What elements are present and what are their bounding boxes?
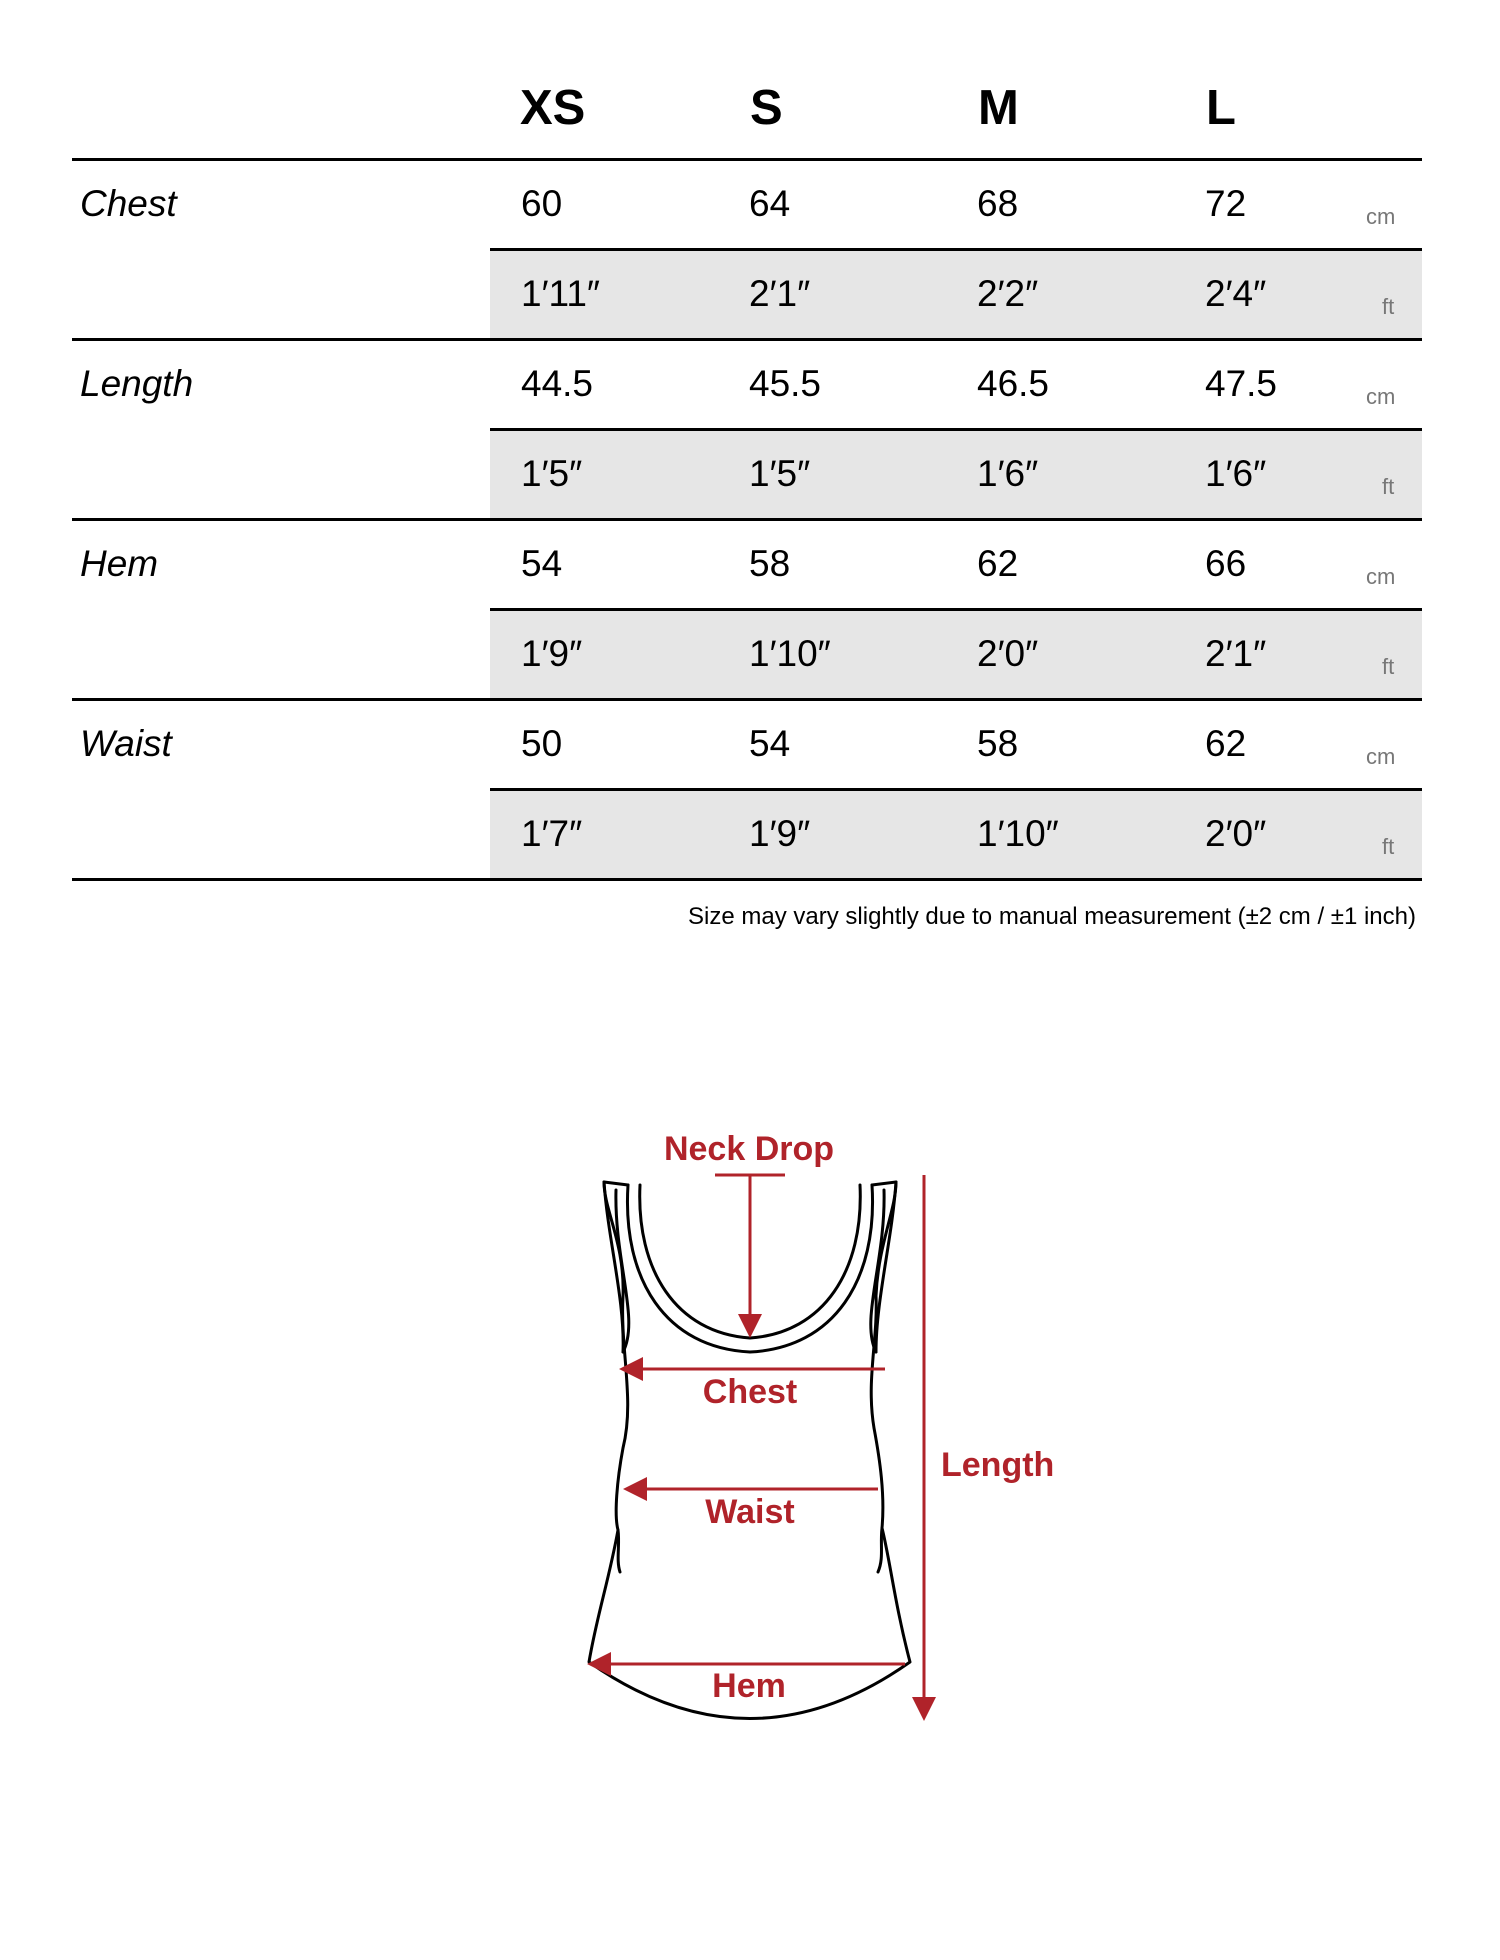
row-label-waist: Waist <box>80 723 172 764</box>
cell-chest-m-ft: 2′2″ <box>977 273 1039 314</box>
unit-ft: ft <box>1382 474 1395 499</box>
cell-chest-xs-ft: 1′11″ <box>521 273 601 314</box>
cell-hem-m-cm: 62 <box>977 543 1019 584</box>
cell-chest-s-cm: 64 <box>749 183 791 224</box>
cell-waist-xs-ft: 1′7″ <box>521 813 583 854</box>
size-header-m: M <box>978 81 1019 135</box>
length-label: Length <box>941 1446 1055 1484</box>
cell-waist-l-ft: 2′0″ <box>1205 813 1267 854</box>
unit-cm: cm <box>1366 744 1396 769</box>
cell-hem-l-cm: 66 <box>1205 543 1247 584</box>
cell-waist-l-cm: 62 <box>1205 723 1247 764</box>
size-header-l: L <box>1206 81 1236 135</box>
cell-waist-s-ft: 1′9″ <box>749 813 811 854</box>
waist-label: Waist <box>705 1493 795 1531</box>
cell-waist-m-cm: 58 <box>977 723 1019 764</box>
unit-cm: cm <box>1366 204 1396 229</box>
cell-length-m-cm: 46.5 <box>977 363 1050 404</box>
cell-hem-s-cm: 58 <box>749 543 791 584</box>
unit-ft: ft <box>1382 834 1395 859</box>
measurement-note: Size may vary slightly due to manual measurement (±2 cm / ±1 inch) <box>688 903 1416 930</box>
cell-chest-l-cm: 72 <box>1205 183 1247 224</box>
chest-label: Chest <box>702 1373 798 1411</box>
row-label-hem: Hem <box>80 543 159 584</box>
cell-chest-xs-cm: 60 <box>521 183 563 224</box>
unit-cm: cm <box>1366 384 1396 409</box>
cell-chest-s-ft: 2′1″ <box>749 273 811 314</box>
cell-waist-xs-cm: 50 <box>521 723 563 764</box>
measurement-arrows <box>590 1175 924 1718</box>
cell-length-s-cm: 45.5 <box>749 363 822 404</box>
cell-length-m-ft: 1′6″ <box>977 453 1039 494</box>
size-header-xs: XS <box>520 81 586 135</box>
cell-chest-m-cm: 68 <box>977 183 1019 224</box>
cell-waist-s-cm: 54 <box>749 723 791 764</box>
cell-length-l-ft: 1′6″ <box>1205 453 1267 494</box>
cell-hem-xs-cm: 54 <box>521 543 563 584</box>
row-label-length: Length <box>80 363 194 404</box>
cell-waist-m-ft: 1′10″ <box>977 813 1059 854</box>
cell-hem-xs-ft: 1′9″ <box>521 633 583 674</box>
cell-length-l-cm: 47.5 <box>1205 363 1278 404</box>
cell-length-xs-cm: 44.5 <box>521 363 594 404</box>
cell-chest-l-ft: 2′4″ <box>1205 273 1267 314</box>
unit-cm: cm <box>1366 564 1396 589</box>
cell-length-s-ft: 1′5″ <box>749 453 811 494</box>
size-header-s: S <box>750 81 783 135</box>
cell-hem-l-ft: 2′1″ <box>1205 633 1267 674</box>
neck-drop-label: Neck Drop <box>663 1130 835 1168</box>
unit-ft: ft <box>1382 294 1395 319</box>
hem-label: Hem <box>712 1667 786 1705</box>
cell-hem-s-ft: 1′10″ <box>749 633 831 674</box>
unit-ft: ft <box>1382 654 1395 679</box>
cell-length-xs-ft: 1′5″ <box>521 453 583 494</box>
cell-hem-m-ft: 2′0″ <box>977 633 1039 674</box>
row-label-chest: Chest <box>80 183 177 224</box>
